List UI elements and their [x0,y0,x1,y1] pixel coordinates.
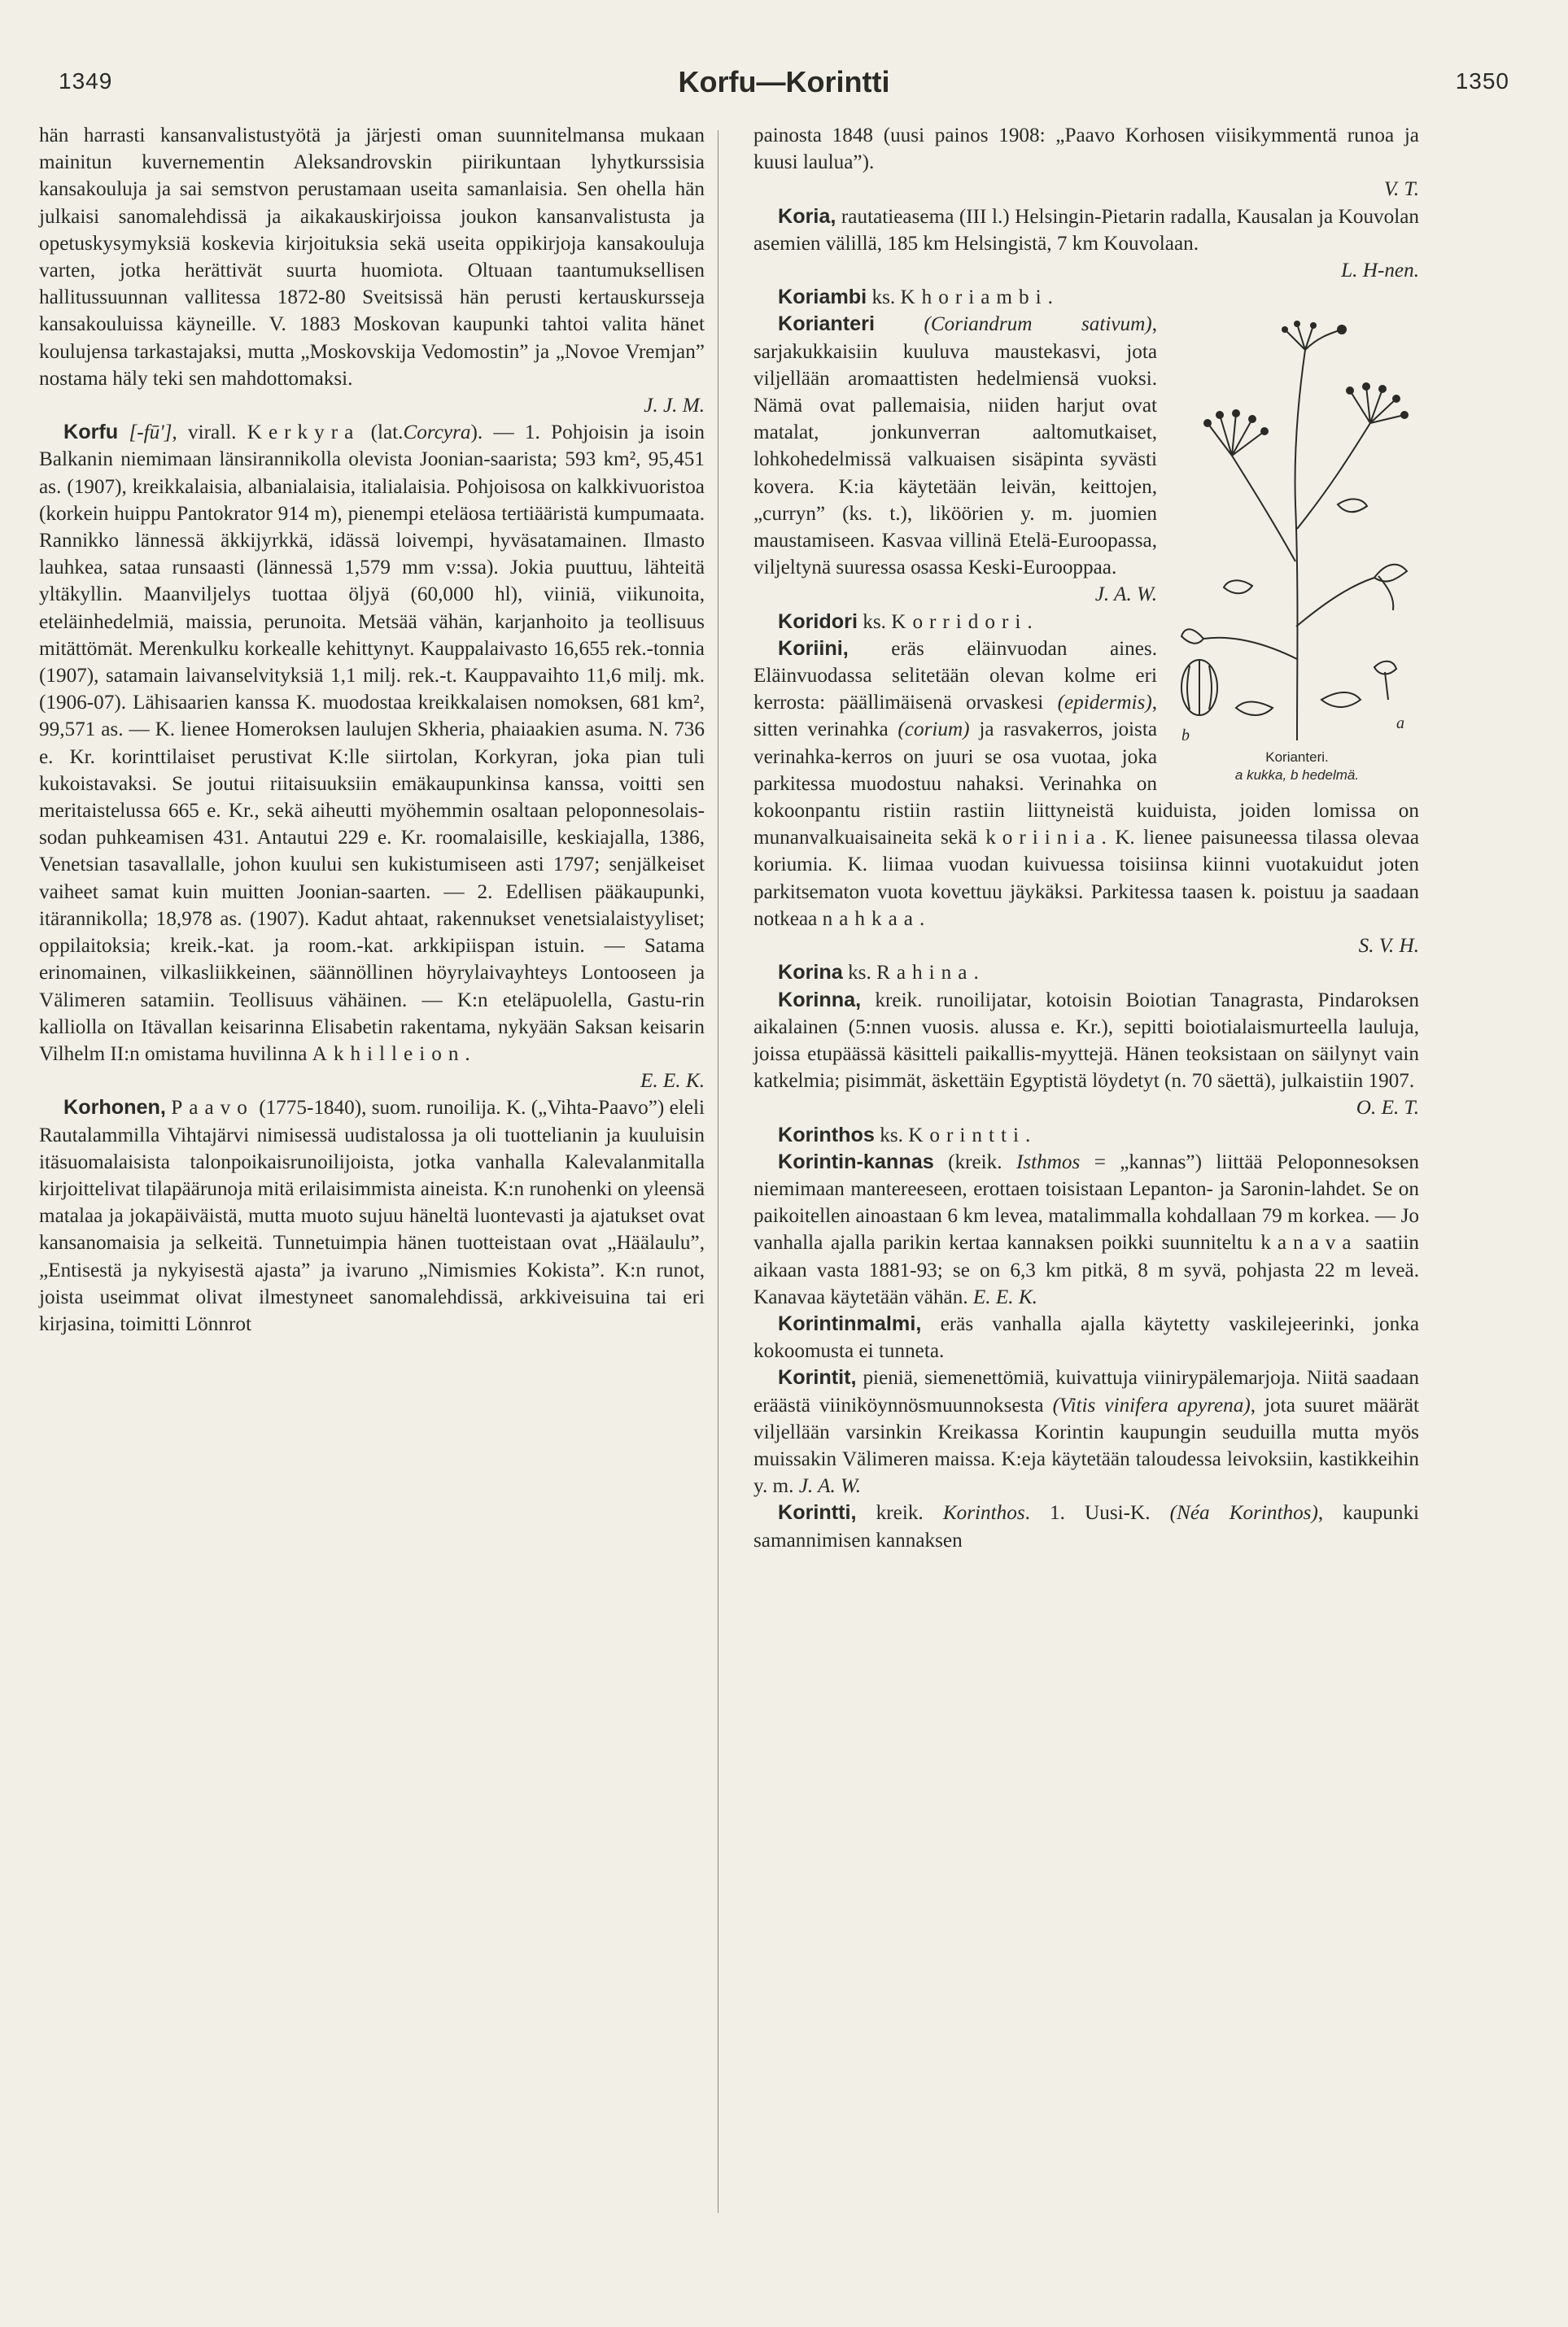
entry-korianteri: Korianteri (Coriandrum sativum), sarjakukkaisiin kuuluva maustekasvi, jota viljellään aromaattisten hedelmiensä vuoksi. Nämä ovat pallemaisia, niiden harjut ovat matalat, jonkunverran aaltomutkaiset, lohkohedelmissä valkuaisen sisäpinta syvästi kovera. K:ia käytetään leivän, keittojen, „curryn” (ks. t.), liköörien y. m. juomien maustamiseen. Kasvaa villinä Etelä-Euroopassa, viljeltynä suuressa osassa Keski-Eurooppaa. [753,312,1157,579]
signature: J. A. W. [798,1475,862,1498]
headword: Korintti, [778,1501,857,1525]
entry-continuation: painosta 1848 (uusi painos 1908: „Paavo Korhosen viisikymmentä runoa ja kuusi laulua”). [753,124,1419,174]
signature: J. J. M. [644,395,705,417]
headword: Korinna, [778,988,862,1011]
entry-text: hän harrasti kansanvalistustyötä ja järjesti oman suunnitelmansa mukaan mainitun kuvernementin Aleksandrovskin piirikuntaan lyhytkurssisia kansakouluja ja sai semstvon perustamaan useita samanlaisia. Sen ohella hän julkaisi sanomalehdissä ja aikakauskirjoissa joukon kansanvalistusta ja opetuskysymyksiä koskevia kirjoituksia sekä useita oppikirjoja kansakouluja varten, jotka herättivät suurta huomiota. Oltuaan taantumuksellisen hallitussuunnan vallitessa 1872-80 Sveitsissä hän perusti kertauskursseja kansakouluissa käyneille. V. 1883 Moskovan kaupunki tahtoi valita hänet koulujensa tarkastajaksi, mutta „Moskovskija Vedomostin” ja „Novoe Vremjan” nostama häly teki sen mahdottomaksi. [39,124,705,390]
headword: Koriambi [778,286,867,309]
signature: L. H-nen. [1341,260,1419,282]
headword: Korhonen, [63,1096,166,1120]
headword: Korfu [63,421,119,444]
headword: Korianteri [778,312,875,336]
page-number-left: 1349 [59,68,113,94]
headword: Korintin-kannas [778,1150,934,1173]
page-header [50,65,1518,109]
figure-caption-a: a kukka, [1234,767,1287,784]
headword: Korina [778,961,843,984]
signature: E. E. K. [640,1070,705,1093]
running-title: Korfu—Korintti [678,65,890,98]
entry-korintit: Korintit, pieniä, siemenettömiä, kuivattuja viinirypälemarjoja. Niitä saadaan eräästä viiniköynnösmuunnoksesta (Vitis vinifera apyrena), jota suuret määrät viljellään varsinkin Kreikassa Korintin kaupungin seuduilla mutta myös muissakin Välimeren maissa. K:eja käytetään taloudessa leivoksiin, kastikkeihin y. m. J. A. W. [753,1366,1420,1498]
figure-caption [1175,749,1419,784]
entry-koriambi: Koriambi ks. Khoriambi. [778,286,1053,309]
left-column [39,122,705,1338]
page-number-right: 1350 [1455,68,1509,94]
entry-koria: Koria, rautatieasema (III l.) Helsingin-Pietarin radalla, Kausalan ja Kouvolan asemien välillä, 185 km Helsingistä, 7 km Kouvolaan. [753,204,1419,255]
headword: Korintinmalmi, [778,1312,922,1335]
signature: S. V. H. [1358,935,1419,958]
entry-korintinmalmi: Korintinmalmi, eräs vanhalla ajalla käytetty vaskilejeerinki, jonka kokoomusta ei tunneta. [753,1312,1420,1363]
signature: E. E. K. [972,1286,1037,1308]
figure-caption-b: b hedelmä. [1290,767,1360,784]
entry-koridori: Koridori ks. Korridori. [778,609,1033,633]
entry-korina: Korina ks. Rahina. [778,961,979,984]
headword: Koria, [778,204,836,228]
entry-korinthos: Korinthos ks. Korintti. [778,1123,1031,1146]
entry-korintin-kannas: Korintin-kannas (kreik. Isthmos = „kannas”) liittää Peloponnesoksen niemimaan mantereeseen, erottaen toisistaan Lepanton- ja Saronin-lahdet. Se on paikoitellen ainoastaan 6 km levea, matalimmalla kohdallaan 79 m korkea. — Jo vanhalla ajalla parikin kertaa kannaksen poikki suunniteltu kanava saatiin aikaan vasta 1881-93; se on 6,3 km pitkä, 8 m syvä, pohjasta 22 m leveä. Kanavaa käytetään vähän. E. E. K. [753,1150,1420,1308]
signature: V. T. [1383,178,1419,201]
coriander-illustration [1175,317,1419,784]
entry-korintti: Korintti, kreik. Korinthos. 1. Uusi-K. (Néa Korinthos), kaupunki samannimisen kannaksen [753,1501,1420,1552]
entry-koriini: Koriini, eräs eläinvuodan aines. Eläinvuodassa selitetään olevan kolme eri kerrosta: päällimäisenä orvaskesi (epidermis), sitten verinahka (corium) ja rasvakerros, joista verinahka-kerros on juuri se osa vuotaa, joka parkitessa muodostuu nahaksi. Verinahka on kokoonpantu ristiin rastiin liittyneistä kuiduista, joiden lomissa on munanvalkuaisaineita sekä koriinia. K. lienee paisuneessa tilassa olevaa koriumia. K. liimaa vuodan kuivuessa toisiinsa kiinni vuotakuidut joten parkitsematon vuota kovettuu jäykäksi. Parkitessa taasen k. poistuu ja saadaan notkeaa nahkaa. [753,636,1420,930]
headword: Koriini, [778,636,849,660]
entry-korinna: Korinna, kreik. runoilijatar, kotoisin Boiotian Tanagrasta, Pindaroksen aikalainen (5:nnen vuosis. alussa e. Kr.), sepitti boiotialaismurteella lauluja, joissa etupäässä käsitteli paikallis-myyttejä. Hänen teoksistaan on säilynyt vain katkelmia; pisimmät, äskettäin Egyptistä löydetyt (n. 70 säettä), julkaistiin 1907. [753,988,1419,1093]
signature: O. E. T. [1356,1097,1419,1120]
entry-continuation [39,122,705,392]
figure-label-a: a [1396,714,1404,733]
headword: Koridori [778,609,858,633]
headword: Korintit, [778,1366,857,1390]
signature: J. A. W. [1094,583,1157,606]
right-column [753,122,1419,1554]
figure-caption-title: Korianteri. [1265,749,1329,766]
entry-korhonen: Korhonen, Paavo (1775-1840), suom. runoilija. K. („Vihta-Paavo”) eleli Rautalammilla Vihtajärvi nimisessä uudistalossa ja oli tuottelianin ja kuuluisin itäsuomalaisista talonpoikaisrunoilijoista, jotka vanhalla Kalevalanmitalla kirjoittelivat tilapäärunoja mitä erilaisimmista aineista. K:n runohenki on yleensä matalaa ja jokapäiväistä, mutta muoto sujuu häneltä luontevasti ja ajatukset ovat kansanomaisia ja selkeitä. Tunnetuimpia hänen tuotteistaan ovat „Häälaulu”, „Entisestä ja nykyisestä ajasta” ja ivaruno „Nimismies Kokista”. K:n runot, joista useimmat olivat ilmestyneet sanomalehdissä, arkkiveisuina tai eri kirjasina, toimitti Lönnrot [39,1096,705,1335]
figure-label-b: b [1181,727,1190,745]
coriander-plant-drawing [1175,317,1419,749]
headword: Korinthos [778,1123,875,1146]
entry-korfu: Korfu [-fū'], virall. Kerkyra (lat.Corcyra). — 1. Pohjoisin ja isoin Balkanin niemimaan länsirannikolla olevista Joonian-saarista; 593 km², 95,451 as. (1907), kreikkalaisia, albanialaisia, italialaisia. Pohjoisosa on kalkkivuoristoa (korkein huippu Pantokrator 914 m), pienempi eteläosa tertiääristä kumpumaata. Rannikko lännessä äkkijyrkkä, idässä loivempi, hyväsatamainen. Ilmasto lauhkea, sataa runsaasti (lännessä 1,579 mm v:ssa). Jokia puuttuu, lähteitä yltäkyllin. Maanviljelys tuottaa öljyä (60,000 hl), viiniä, viikunoita, eteläinhedelmiä, maissia, perunoita. Metsää vähän, karjanhoito ja teollisuus mitättömät. Merenkulku korkealle kehittynyt. Kauppalaivasto 16,655 rek.-tonnia (1907), satamain laivanselvityksiä 1,1 milj. rek.-t. Kauppavaihto 11,6 milj. mk. (1906-07). Lähisaarien kanssa K. muodostaa kreikkalaisen nomoksen, 681 km², 99,571 as. — K. lienee Homeroksen laulujen Skheria, phaiaakien asuma. N. 736 e. Kr. korinttilaiset perustivat K:lle siirtolan, Korkyran, joka pian tuli kukoistavaksi. Se joutui riitaisuuksiin emäkaupunkinsa kanssa, voitti sen meritaistelussa 665 e. Kr., sekä aiheutti myöhemmin osaltaan peloponnesolais-sodan puhkeamisen 431. Antautui 229 e. Kr. roomalaisille, keskiajalla, 1386, Venetsian tasavallalle, johon kuului sen kukistumiseen asti 1797; senjälkeiset vaiheet samat kuin muitten Joonian-saarten. — 2. Edellisen pääkaupunki, itärannikolla; 18,978 as. (1907). Kadut ahtaat, rakennukset venetsialaistyyliset; oppilaitoksia; kreik.-kat. ja room.-kat. arkkipiispan istuin. — Satama erinomainen, vilkasliikkeinen, säännöllinen höyrylaivayhteys Lontooseen ja Välimeren satamiin. Teollisuus vähäinen. — K:n eteläpuolella, Gastu-rin kalliolla on Itävallan keisarinna Elisabetin rakentama, nykyään Saksan keisarin Vilhelm II:n omistama huvilinna Akhilleion. [39,421,705,1065]
